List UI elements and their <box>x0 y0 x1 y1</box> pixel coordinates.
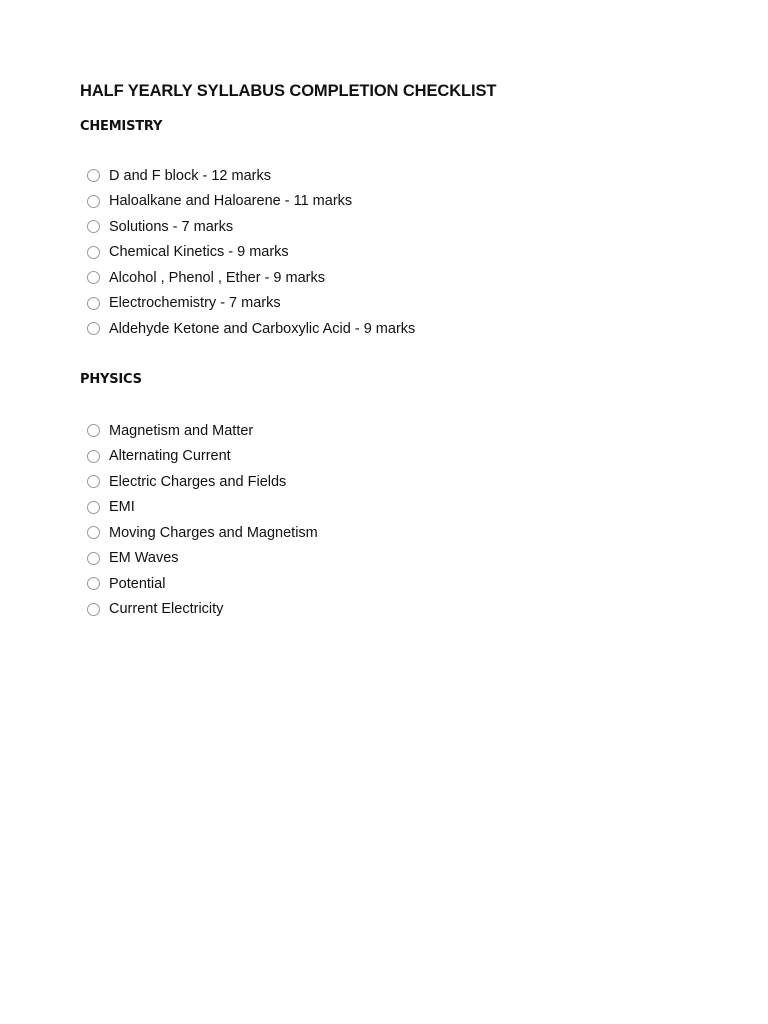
checkbox-circle[interactable] <box>87 297 100 310</box>
page-title: HALF YEARLY SYLLABUS COMPLETION CHECKLIST <box>80 82 497 101</box>
checklist-item-label: Chemical Kinetics - 9 marks <box>109 244 289 261</box>
checkbox-circle[interactable] <box>87 526 100 539</box>
checklist-item[interactable] <box>87 291 415 317</box>
checkbox-circle[interactable] <box>87 195 100 208</box>
checklist-item[interactable] <box>87 240 415 266</box>
checklist-item[interactable] <box>87 316 415 342</box>
checkbox-circle[interactable] <box>87 322 100 335</box>
checklist-item-label: Moving Charges and Magnetism <box>109 524 318 541</box>
checkbox-circle[interactable] <box>87 450 100 463</box>
checklist-item[interactable] <box>87 265 415 291</box>
checklist-item-label: Alternating Current <box>109 448 231 465</box>
checkbox-circle[interactable] <box>87 246 100 259</box>
checklist-item[interactable] <box>87 418 318 444</box>
checklist <box>87 418 318 622</box>
checklist-item[interactable] <box>87 444 318 470</box>
checklist-item-label: EM Waves <box>109 550 179 567</box>
checklist-item-label: Alcohol , Phenol , Ether - 9 marks <box>109 269 325 286</box>
checklist-item-label: Solutions - 7 marks <box>109 218 234 235</box>
checkbox-circle[interactable] <box>87 475 100 488</box>
checklist-item[interactable] <box>87 546 318 572</box>
section-chemistry <box>80 118 680 337</box>
checklist-item[interactable] <box>87 469 318 495</box>
section-physics <box>80 371 680 618</box>
checklist-item-label: Haloalkane and Haloarene - 11 marks <box>109 193 353 210</box>
section-heading: PHYSICS <box>80 372 142 387</box>
checkbox-circle[interactable] <box>87 271 100 284</box>
checklist-item[interactable] <box>87 495 318 521</box>
checklist-item-label: Aldehyde Ketone and Carboxylic Acid - 9 marks <box>109 320 416 337</box>
checkbox-circle[interactable] <box>87 220 100 233</box>
checkbox-circle[interactable] <box>87 603 100 616</box>
checkbox-circle[interactable] <box>87 169 100 182</box>
checklist-item[interactable] <box>87 214 415 240</box>
checklist-item-label: EMI <box>109 499 135 516</box>
checkbox-circle[interactable] <box>87 501 100 514</box>
checkbox-circle[interactable] <box>87 424 100 437</box>
checklist-item[interactable] <box>87 163 415 189</box>
checkbox-circle[interactable] <box>87 552 100 565</box>
checklist-item-label: Magnetism and Matter <box>109 422 254 439</box>
checklist-item[interactable] <box>87 571 318 597</box>
checklist-item-label: Current Electricity <box>109 601 224 618</box>
checklist-item-label: D and F block - 12 marks <box>109 167 271 184</box>
checklist-item[interactable] <box>87 520 318 546</box>
checklist-item-label: Electric Charges and Fields <box>109 473 287 490</box>
section-heading: CHEMISTRY <box>80 119 163 134</box>
checklist-item-label: Potential <box>109 575 166 592</box>
checklist-item[interactable] <box>87 597 318 623</box>
checklist-item-label: Electrochemistry - 7 marks <box>109 295 281 312</box>
checkbox-circle[interactable] <box>87 577 100 590</box>
checklist <box>87 163 415 342</box>
checklist-item[interactable] <box>87 189 415 215</box>
